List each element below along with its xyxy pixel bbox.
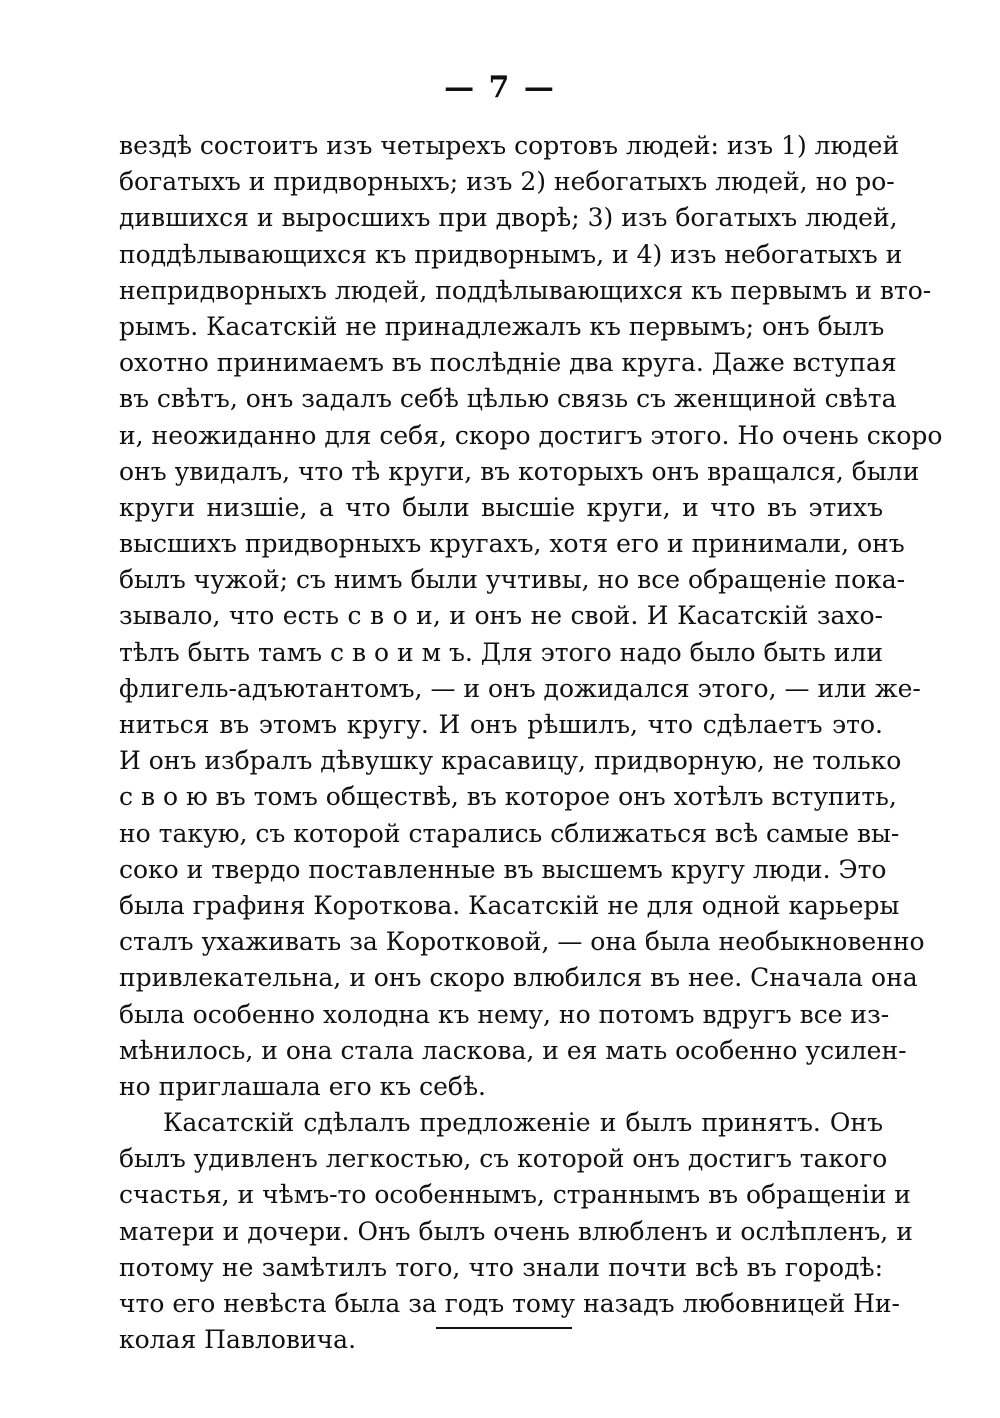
- text-line: въ свѣтъ, онъ задалъ себѣ цѣлью связь съ женщиной свѣта: [119, 384, 897, 414]
- text-line: поддѣлывающихся къ придворнымъ, и 4) изъ небогатыхъ и: [119, 239, 903, 269]
- text-line: былъ чужой; съ нимъ были учтивы, но все обращеніе пока-: [119, 565, 906, 595]
- text-line: былъ удивленъ легкостью, съ которой онъ достигъ такого: [119, 1144, 888, 1174]
- text-line: была особенно холодна къ нему, но потомъ вдругъ все из-: [119, 999, 890, 1029]
- text-line: что его невѣста была за годъ тому назадъ любовницей Ни-: [119, 1289, 900, 1318]
- page-number: — 7 —: [444, 70, 556, 105]
- text-line: колая Павловича.: [119, 1325, 357, 1355]
- text-line: тѣлъ быть тамъ с в о и м ъ. Для этого надо было быть или: [119, 637, 884, 667]
- text-line: ниться въ этомъ кругу. И онъ рѣшилъ, что сдѣлаетъ это.: [119, 710, 883, 739]
- text-line: счастья, и чѣмъ-то особеннымъ, страннымъ въ обращеніи и: [119, 1180, 911, 1210]
- section-end-rule: [436, 1327, 572, 1329]
- text-line: высшихъ придворныхъ кругахъ, хотя его и принимали, онъ: [119, 529, 905, 559]
- text-line: потому не замѣтилъ того, что знали почти всѣ въ городѣ:: [119, 1252, 883, 1282]
- text-line: охотно принимаемъ въ послѣдніе два круга. Даже вступая: [119, 348, 897, 378]
- text-line: привлекательна, и онъ скоро влюбился въ нее. Сначала она: [119, 963, 918, 993]
- body-text: [119, 128, 943, 1358]
- text-line: была графиня Короткова. Касатскій не для одной карьеры: [119, 890, 900, 920]
- text-line: матери и дочери. Онъ былъ очень влюбленъ и ослѣпленъ, и: [119, 1216, 913, 1246]
- text-line: Касатскій сдѣлалъ предложеніе и былъ принятъ. Онъ: [163, 1108, 883, 1138]
- text-line: дившихся и выросшихъ при дворѣ; 3) изъ богатыхъ людей,: [119, 203, 898, 233]
- text-line: с в о ю въ томъ обществѣ, въ которое онъ хотѣлъ вступить,: [119, 782, 897, 812]
- text-line: и, неожиданно для себя, скоро достигъ этого. Но очень скоро: [119, 420, 943, 450]
- text-line: круги низшіе, а что были высшіе круги, и что въ этихъ: [119, 492, 883, 522]
- text-line: сталъ ухаживать за Коротковой, — она была необыкновенно: [119, 927, 925, 957]
- text-line: И онъ избралъ дѣвушку красавицу, придворную, не только: [119, 746, 902, 776]
- text-line: соко и твердо поставленные въ высшемъ кругу люди. Это: [119, 854, 887, 884]
- text-line: богатыхъ и придворныхъ; изъ 2) небогатыхъ людей, но ро-: [119, 167, 895, 197]
- text-line: вездѣ состоитъ изъ четырехъ сортовъ людей: изъ 1) людей: [119, 131, 900, 160]
- text-line: зывало, что есть с в о и, и онъ не свой. И Касатскій захо-: [119, 601, 883, 631]
- text-line: но приглашала его къ себѣ.: [119, 1071, 486, 1101]
- text-line: непридворныхъ людей, поддѣлывающихся къ первымъ и вто-: [119, 275, 932, 305]
- text-line: онъ увидалъ, что тѣ круги, въ которыхъ онъ вращался, были: [119, 456, 920, 486]
- text-line: флигель-адъютантомъ, — и онъ дожидался этого, — или же-: [119, 673, 921, 703]
- text-line: но такую, съ которой старались сближаться всѣ самые вы-: [119, 818, 900, 848]
- text-line: рымъ. Касатскій не принадлежалъ къ первымъ; онъ былъ: [119, 311, 885, 341]
- text-line: мѣнилось, и она стала ласкова, и ея мать особенно усилен-: [119, 1035, 907, 1065]
